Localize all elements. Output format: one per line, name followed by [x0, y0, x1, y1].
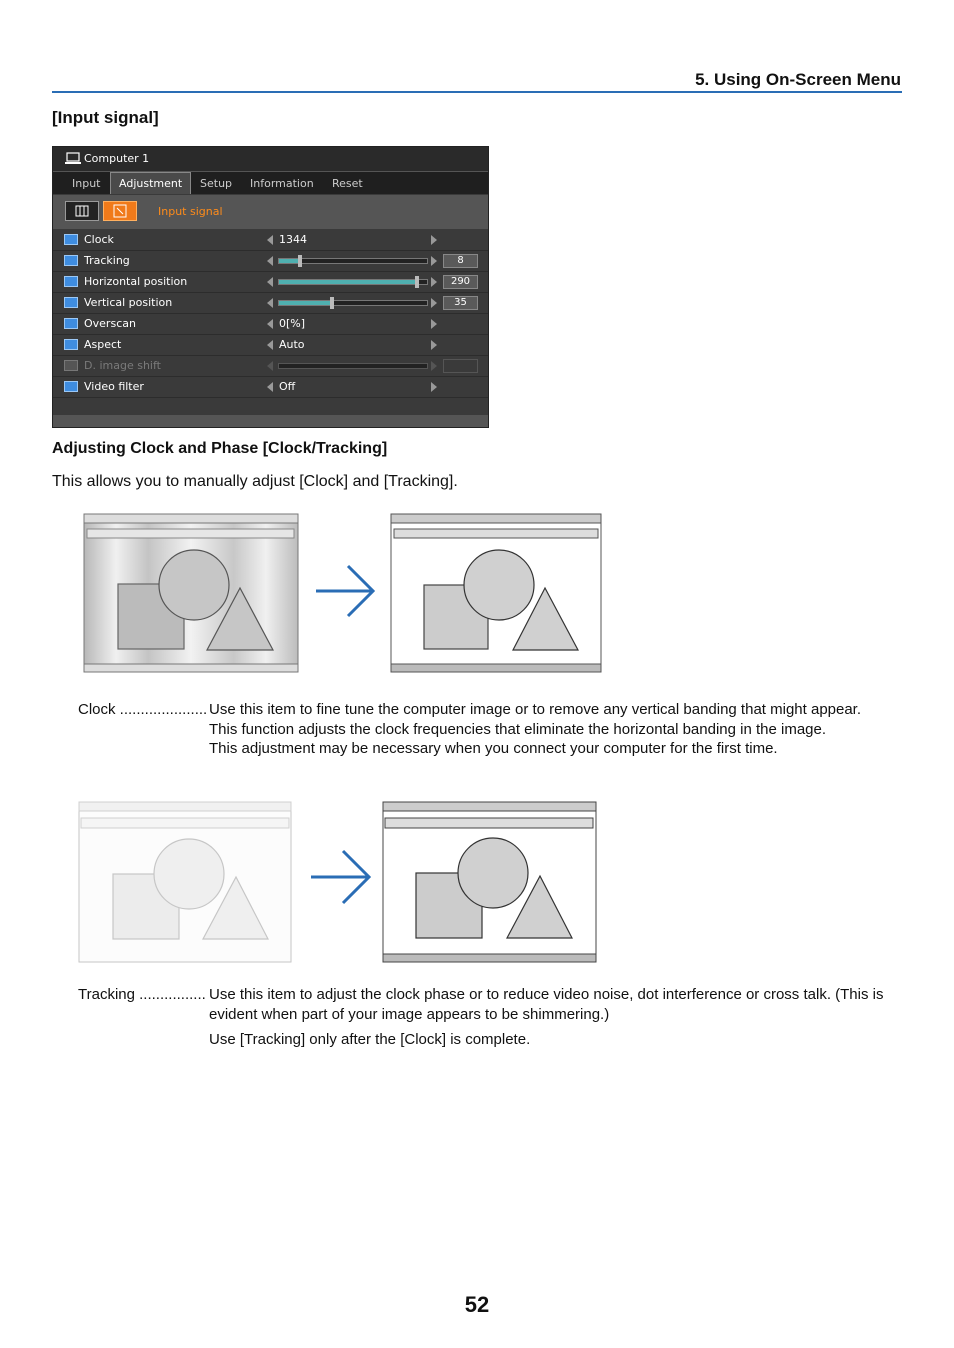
clock-body: [209, 700, 861, 759]
after-tracking-window: [383, 802, 596, 962]
page-number: 52: [464, 1292, 490, 1317]
aspect-icon: [64, 339, 78, 350]
section-title: [Input signal]: [52, 108, 159, 127]
osd-menu: [52, 146, 489, 428]
slider-knob[interactable]: [330, 297, 334, 309]
left-arrow-icon[interactable]: [267, 319, 273, 329]
tracking-description: [78, 985, 908, 1055]
osd-row-vertical-position[interactable]: [53, 293, 488, 314]
row-label: Aspect: [84, 338, 122, 351]
osd-tabs: [53, 172, 488, 194]
input-signal-icon[interactable]: [103, 201, 137, 221]
row-value: 8: [443, 254, 478, 268]
row-label: Horizontal position: [84, 275, 188, 288]
computer-icon: [65, 152, 81, 165]
tracking-term: Tracking ................: [78, 986, 206, 1003]
subsection-title: Adjusting Clock and Phase [Clock/Tracking]: [52, 440, 388, 457]
tracking-note: Use [Tracking] only after the [Clock] is complete.: [209, 1031, 531, 1048]
horizontal-position-icon: [64, 276, 78, 287]
osd-row-horizontal-position[interactable]: [53, 272, 488, 293]
header-rule: [52, 91, 902, 93]
clock-illustration: [80, 510, 610, 680]
clock-line: This adjustment may be necessary when you connect your computer for the first time.: [209, 740, 778, 757]
osd-row-video-filter[interactable]: [53, 377, 488, 398]
right-arrow-icon[interactable]: [431, 382, 437, 392]
right-arrow-icon[interactable]: [431, 298, 437, 308]
row-value: 35: [443, 296, 478, 310]
row-value: Off: [279, 380, 296, 393]
osd-row-clock[interactable]: [53, 230, 488, 251]
row-label: Vertical position: [84, 296, 173, 309]
left-arrow-icon[interactable]: [267, 340, 273, 350]
osd-row-d-image-shift: [53, 356, 488, 377]
left-arrow-icon[interactable]: [267, 382, 273, 392]
picture-icon[interactable]: [65, 201, 99, 221]
row-label: Video filter: [84, 380, 144, 393]
horizontal-position-slider[interactable]: [278, 279, 428, 285]
vertical-position-slider[interactable]: [278, 300, 428, 306]
tracking-slider[interactable]: [278, 258, 428, 264]
right-arrow-icon: [431, 361, 437, 371]
arrow-right-icon: [316, 566, 373, 616]
d-image-shift-icon: [64, 360, 78, 371]
overscan-icon: [64, 318, 78, 329]
tracking-line: Use this item to adjust the clock phase or to reduce video noise, dot interference or cross talk. (This is: [209, 986, 884, 1003]
header-title: 5. Using On-Screen Menu: [695, 70, 901, 89]
d-image-shift-slider: [278, 363, 428, 369]
osd-row-overscan[interactable]: [53, 314, 488, 335]
row-value: Auto: [279, 338, 305, 351]
right-arrow-icon[interactable]: [431, 235, 437, 245]
row-value: 1344: [279, 233, 307, 246]
clock-term: Clock .....................: [78, 701, 208, 718]
row-label: Clock: [84, 233, 114, 246]
clock-description: [78, 700, 908, 770]
osd-titlebar: [53, 147, 488, 172]
right-arrow-icon[interactable]: [431, 277, 437, 287]
row-value: [443, 359, 478, 373]
clock-icon: [64, 234, 78, 245]
tab-input[interactable]: Input: [72, 177, 101, 190]
row-label: Overscan: [84, 317, 136, 330]
osd-footer: [53, 415, 488, 427]
intro-text: This allows you to manually adjust [Clock] and [Tracking].: [52, 473, 458, 490]
tracking-line: evident when part of your image appears to be shimmering.): [209, 1005, 610, 1023]
after-clock-window: [391, 514, 601, 672]
right-arrow-icon[interactable]: [431, 319, 437, 329]
video-filter-icon: [64, 381, 78, 392]
row-label: D. image shift: [84, 359, 161, 372]
vertical-position-icon: [64, 297, 78, 308]
tab-setup[interactable]: Setup: [200, 177, 233, 190]
tracking-illustration: [75, 797, 605, 967]
slider-knob[interactable]: [298, 255, 302, 267]
osd-sub-label: Input signal: [158, 205, 223, 218]
left-arrow-icon[interactable]: [267, 277, 273, 287]
slider-knob[interactable]: [415, 276, 419, 288]
osd-window-title: Computer 1: [84, 152, 150, 165]
right-arrow-icon[interactable]: [431, 340, 437, 350]
left-arrow-icon[interactable]: [267, 256, 273, 266]
left-arrow-icon[interactable]: [267, 235, 273, 245]
row-label: Tracking: [84, 254, 130, 267]
left-arrow-icon: [267, 361, 273, 371]
osd-subbar: [53, 195, 488, 229]
clock-line: Use this item to fine tune the computer image or to remove any vertical banding that might appear.: [209, 701, 862, 718]
clock-line: This function adjusts the clock frequencies that eliminate the horizontal banding in the image.: [209, 720, 827, 738]
tracking-body: [209, 985, 883, 1050]
tab-adjustment[interactable]: Adjustment: [110, 172, 191, 194]
left-arrow-icon[interactable]: [267, 298, 273, 308]
tab-reset[interactable]: Reset: [332, 177, 363, 190]
tab-information[interactable]: Information: [250, 177, 314, 190]
osd-row-tracking[interactable]: [53, 251, 488, 272]
row-value: 0[%]: [279, 317, 306, 330]
before-tracking-window: [79, 802, 291, 962]
right-arrow-icon[interactable]: [431, 256, 437, 266]
before-clock-window: [84, 514, 298, 672]
arrow-right-icon: [311, 851, 369, 903]
osd-row-aspect[interactable]: [53, 335, 488, 356]
tracking-icon: [64, 255, 78, 266]
row-value: 290: [443, 275, 478, 289]
